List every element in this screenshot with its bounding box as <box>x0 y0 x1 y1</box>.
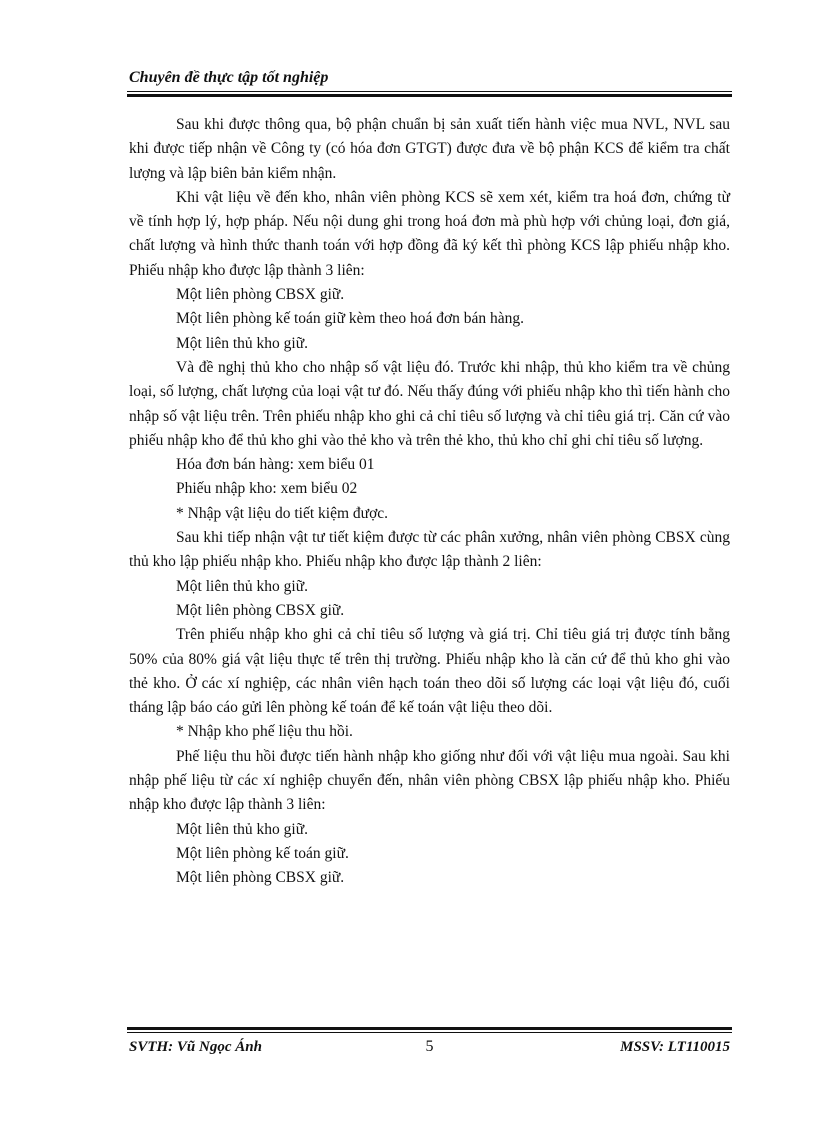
paragraph: Khi vật liệu về đến kho, nhân viên phòng KCS sẽ xem xét, kiểm tra hoá đơn, chứng từ về tính hợp lý, hợp pháp. Nếu nội dung ghi trong hoá đơn mà phù hợp với chủng loại, đơn giá, chất lượng và hình thức thanh toán với hợp đồng đã ký kết thì phòng KCS lập phiếu nhập kho. Phiếu nhập kho được lập thành 3 liên: <box>129 188 730 279</box>
paragraph: Sau khi tiếp nhận vật tư tiết kiệm được từ các phân xưởng, nhân viên phòng CBSX cùng thủ kho lập phiếu nhập kho. Phiếu nhập kho được lập thành 2 liên: <box>129 529 730 571</box>
document-body <box>129 113 730 891</box>
reference-line: Hóa đơn bán hàng: xem biểu 01 <box>176 456 375 474</box>
reference-line: Phiếu nhập kho: xem biểu 02 <box>176 480 358 498</box>
paragraph: Phế liệu thu hồi được tiến hành nhập kho giống như đối với vật liệu mua ngoài. Sau khi nhập phế liệu từ các xí nghiệp chuyển đến, nhân viên phòng CBSX lập phiếu nhập kho. Phiếu nhập kho được lập thành 3 liên: <box>129 747 730 814</box>
list-item: Một liên phòng kế toán giữ kèm theo hoá đơn bán hàng. <box>176 310 525 328</box>
list-item: Một liên phòng kế toán giữ. <box>176 844 349 862</box>
paragraph: Và đề nghị thủ kho cho nhập số vật liệu đó. Trước khi nhập, thủ kho kiểm tra về chủng loại, số lượng, chất lượng của loại vật tư đó. Nếu thấy đúng với phiếu nhập kho thì tiến hành cho nhập số vật liệu trên. Trên phiếu nhập kho ghi cả chỉ tiêu số lượng và chỉ tiêu giá trị. Căn cứ vào phiếu nhập kho để thủ kho ghi vào thẻ kho và trên thẻ kho, thủ kho chỉ ghi chỉ tiêu số lượng. <box>129 358 730 449</box>
student-name: SVTH: Vũ Ngọc Ánh <box>129 1039 262 1055</box>
page-number: 5 <box>425 1038 434 1055</box>
list-item: Một liên phòng CBSX giữ. <box>176 869 345 887</box>
footer-rule-thin <box>127 1032 732 1033</box>
header-rule-thick <box>127 94 732 97</box>
document-title: Chuyên đề thực tập tốt nghiệp <box>129 69 329 86</box>
student-id: MSSV: LT110015 <box>620 1039 730 1055</box>
paragraph: Sau khi được thông qua, bộ phận chuẩn bị sản xuất tiến hành việc mua NVL, NVL sau khi được tiếp nhận về Công ty (có hóa đơn GTGT) được đưa về bộ phận KCS để kiểm tra chất lượng và lập biên bản kiểm nhận. <box>129 116 730 182</box>
list-item: Một liên thủ kho giữ. <box>176 820 308 838</box>
footer-rule-thick <box>127 1027 732 1030</box>
list-item: Một liên thủ kho giữ. <box>176 577 308 595</box>
section-heading: * Nhập vật liệu do tiết kiệm được. <box>176 504 389 522</box>
header-rule-thin <box>127 91 732 92</box>
footer-content <box>129 1036 730 1058</box>
list-item: Một liên thủ kho giữ. <box>176 334 308 352</box>
list-item: Một liên phòng CBSX giữ. <box>176 286 345 304</box>
list-item: Một liên phòng CBSX giữ. <box>176 601 345 619</box>
paragraph: Trên phiếu nhập kho ghi cả chỉ tiêu số lượng và giá trị. Chỉ tiêu giá trị được tính bằng 50% của 80% giá vật liệu thực tế trên thị trường. Phiếu nhập kho là căn cứ để thủ kho ghi vào thẻ kho. Ở các xí nghiệp, các nhân viên hạch toán theo dõi số lượng các loại vật liệu đó, cuối tháng lập báo cáo gửi lên phòng kế toán để kế toán vật liệu theo dõi. <box>129 626 730 717</box>
section-heading: * Nhập kho phế liệu thu hồi. <box>176 723 353 741</box>
